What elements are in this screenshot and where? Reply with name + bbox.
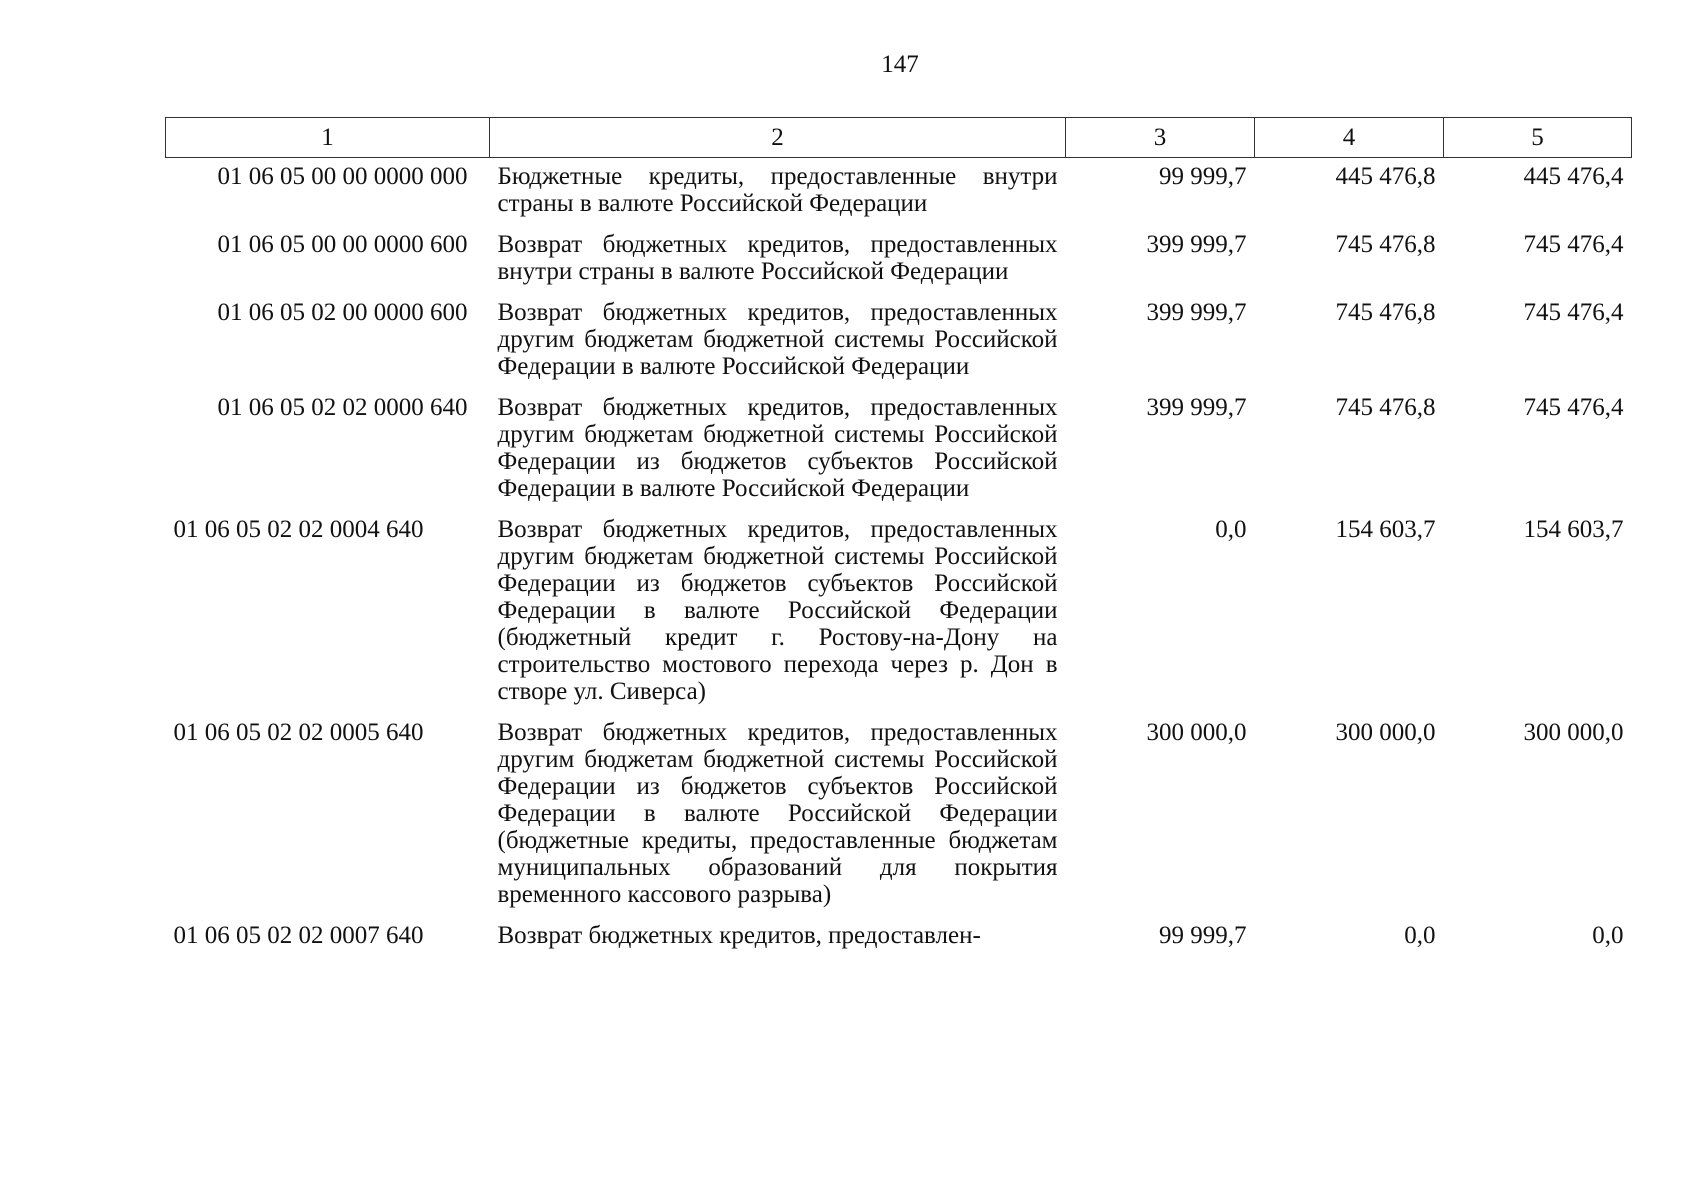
header-row — [166, 118, 1632, 158]
row-name: Бюджетные кредиты, предоставленные внутри страны в валюте Российской Федерации — [497, 163, 1058, 217]
row-col4: 745 476,8 — [1335, 394, 1436, 421]
header-col-1: 1 — [166, 118, 490, 158]
table-row — [166, 719, 1632, 922]
row-name: Возврат бюджетных кредитов, предоставленных внутри страны в валюте Российской Федерации — [497, 231, 1058, 285]
row-name: Возврат бюджетных кредитов, предоставленных другим бюджетам бюджетной системы Российской Федерации из бюджетов субъектов Российской Федерации в валюте Российской Федерации (бюджетный кредит г. Ростову-на-Дону на строительство мостового перехода через р. Дон в створе ул. Сиверса) — [497, 516, 1058, 705]
row-code: 01 06 05 02 02 0007 640 — [173, 922, 424, 949]
row-code: 01 06 05 02 02 0004 640 — [173, 516, 424, 543]
table-row — [166, 231, 1632, 299]
row-col4: 745 476,8 — [1335, 299, 1436, 326]
row-col4: 445 476,8 — [1335, 163, 1436, 190]
table-body — [166, 158, 1632, 964]
row-col3: 300 000,0 — [1146, 719, 1247, 746]
row-col4: 300 000,0 — [1335, 719, 1436, 746]
row-code: 01 06 05 00 00 0000 000 — [217, 163, 468, 190]
row-name: Возврат бюджетных кредитов, предоставлен- — [497, 922, 981, 949]
row-col5: 445 476,4 — [1523, 163, 1624, 190]
table-row — [166, 516, 1632, 719]
header-col-2: 2 — [490, 118, 1066, 158]
row-col4: 154 603,7 — [1335, 516, 1436, 543]
row-name: Возврат бюджетных кредитов, предоставленных другим бюджетам бюджетной системы Российской Федерации в валюте Российской Федерации — [497, 299, 1058, 380]
table-row — [166, 299, 1632, 394]
header-col-3: 3 — [1066, 118, 1255, 158]
table-header — [166, 118, 1632, 158]
row-col3: 399 999,7 — [1146, 231, 1247, 258]
row-code: 01 06 05 00 00 0000 600 — [217, 231, 468, 258]
row-code: 01 06 05 02 02 0000 640 — [217, 394, 468, 421]
row-col3: 99 999,7 — [1159, 922, 1247, 949]
table-row — [166, 922, 1632, 963]
row-col4: 0,0 — [1404, 922, 1436, 949]
row-col5: 0,0 — [1592, 922, 1624, 949]
row-col5: 745 476,4 — [1523, 299, 1624, 326]
row-col5: 154 603,7 — [1523, 516, 1624, 543]
header-col-4: 4 — [1255, 118, 1444, 158]
row-col3: 99 999,7 — [1159, 163, 1247, 190]
row-name: Возврат бюджетных кредитов, предоставленных другим бюджетам бюджетной системы Российской Федерации из бюджетов субъектов Российской Федерации в валюте Российской Федерации (бюджетные кредиты, предоставленные бюджетам муниципальных образований для покрытия временного кассового разрыва) — [497, 719, 1058, 908]
row-name: Возврат бюджетных кредитов, предоставленных другим бюджетам бюджетной системы Российской Федерации из бюджетов субъектов Российской Федерации в валюте Российской Федерации — [497, 394, 1058, 502]
budget-sources-table — [165, 117, 1632, 963]
row-col3: 399 999,7 — [1146, 394, 1247, 421]
table-row — [166, 394, 1632, 516]
row-col5: 745 476,4 — [1523, 394, 1624, 421]
row-col4: 745 476,8 — [1335, 231, 1436, 258]
header-col-5: 5 — [1444, 118, 1632, 158]
row-code: 01 06 05 02 00 0000 600 — [217, 299, 468, 326]
row-col5: 300 000,0 — [1523, 719, 1624, 746]
row-col3: 399 999,7 — [1146, 299, 1247, 326]
page-number: 147 — [881, 51, 919, 78]
row-code: 01 06 05 02 02 0005 640 — [173, 719, 424, 746]
row-col3: 0,0 — [1215, 516, 1247, 543]
table-row — [166, 158, 1632, 232]
row-col5: 745 476,4 — [1523, 231, 1624, 258]
